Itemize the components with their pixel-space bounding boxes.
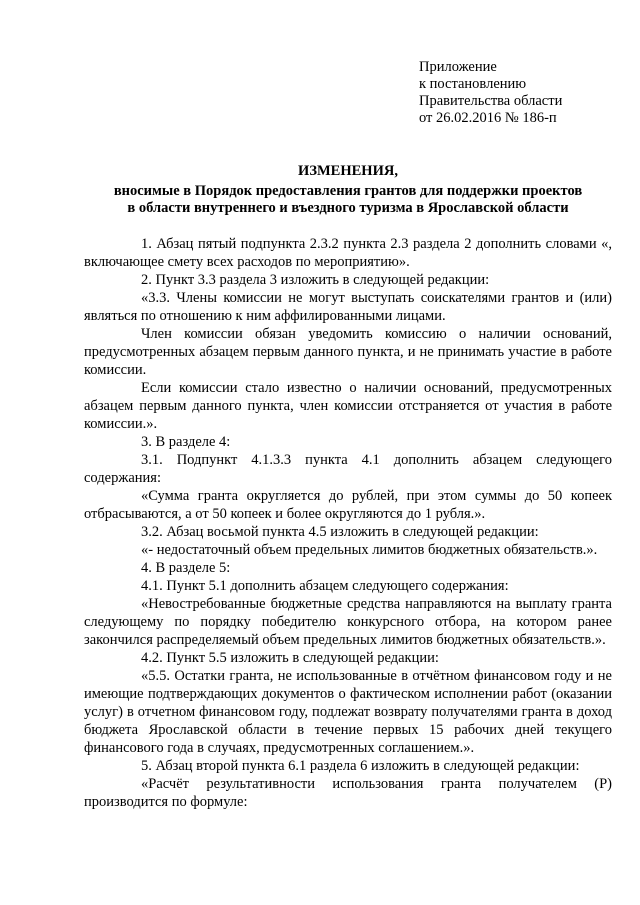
paragraph: Член комиссии обязан уведомить комиссию о наличии оснований, предусмотренных абзацем первым данного пункта, и не принимать участие в работе комиссии.: [84, 326, 612, 378]
paragraph: 3.1. Подпункт 4.1.3.3 пункта 4.1 дополнить абзацем следующего содержания:: [84, 452, 612, 486]
paragraph: «Сумма гранта округляется до рублей, при этом суммы до 50 копеек отбрасываются, а от 50 копеек и более округляются до 1 рубля.».: [84, 488, 612, 522]
paragraph: 4. В разделе 5:: [141, 560, 231, 576]
paragraph: 4.1. Пункт 5.1 дополнить абзацем следующего содержания:: [141, 578, 509, 594]
paragraph: «5.5. Остатки гранта, не использованные в отчётном финансовом году и не имеющие подтверждающих документов о фактическом исполнении работ (оказании услуг) в отчетном финансовом году, подлежат возврату получателями гранта в доход бюджета Ярославской области в течение первых 15 рабочих дней текущего финансового года в случаях, предусмотренных соглашением.».: [84, 668, 612, 756]
appendix-line-3: Правительства области: [419, 93, 563, 109]
appendix-line-2: к постановлению: [419, 76, 527, 92]
paragraph: 2. Пункт 3.3 раздела 3 изложить в следующей редакции:: [141, 272, 490, 288]
paragraph: 3.2. Абзац восьмой пункта 4.5 изложить в следующей редакции:: [141, 524, 539, 540]
paragraph: «3.3. Члены комиссии не могут выступать соискателями грантов и (или) являться по отношению к ним аффилированными лицами.: [84, 290, 612, 324]
title-subtitle-line-2: в области внутреннего и въездного туризма в Ярославской области: [127, 200, 569, 216]
paragraph: «- недостаточный объем предельных лимитов бюджетных обязательств.».: [141, 542, 598, 558]
title-subtitle-line-1: вносимые в Порядок предоставления грантов для поддержки проектов: [113, 183, 583, 199]
paragraph: 3. В разделе 4:: [141, 434, 231, 450]
paragraph: 5. Абзац второй пункта 6.1 раздела 6 изложить в следующей редакции:: [141, 758, 580, 774]
paragraph: 1. Абзац пятый подпункта 2.3.2 пункта 2.3 раздела 2 дополнить словами «, включающее смету всех расходов по мероприятию».: [84, 236, 612, 270]
paragraph: «Расчёт результативности использования гранта получателем (Р) производится по формуле:: [84, 776, 612, 810]
appendix-line-1: Приложение: [419, 59, 497, 75]
document-body: [84, 235, 612, 811]
appendix-block: [419, 59, 562, 127]
document-title: [84, 163, 612, 217]
title-heading: ИЗМЕНЕНИЯ,: [298, 163, 398, 179]
paragraph: «Невостребованные бюджетные средства направляются на выплату гранта следующему по порядку победителю конкурсного отбора, на котором ранее закончился распределяемый объем предельных лимитов бюджетных обязательств.».: [84, 596, 612, 648]
paragraph: Если комиссии стало известно о наличии оснований, предусмотренных абзацем первым данного пункта, член комиссии отстраняется от участия в работе комиссии.».: [84, 380, 612, 432]
appendix-line-4: от 26.02.2016 № 186-п: [419, 110, 557, 126]
paragraph: 4.2. Пункт 5.5 изложить в следующей редакции:: [141, 650, 439, 666]
